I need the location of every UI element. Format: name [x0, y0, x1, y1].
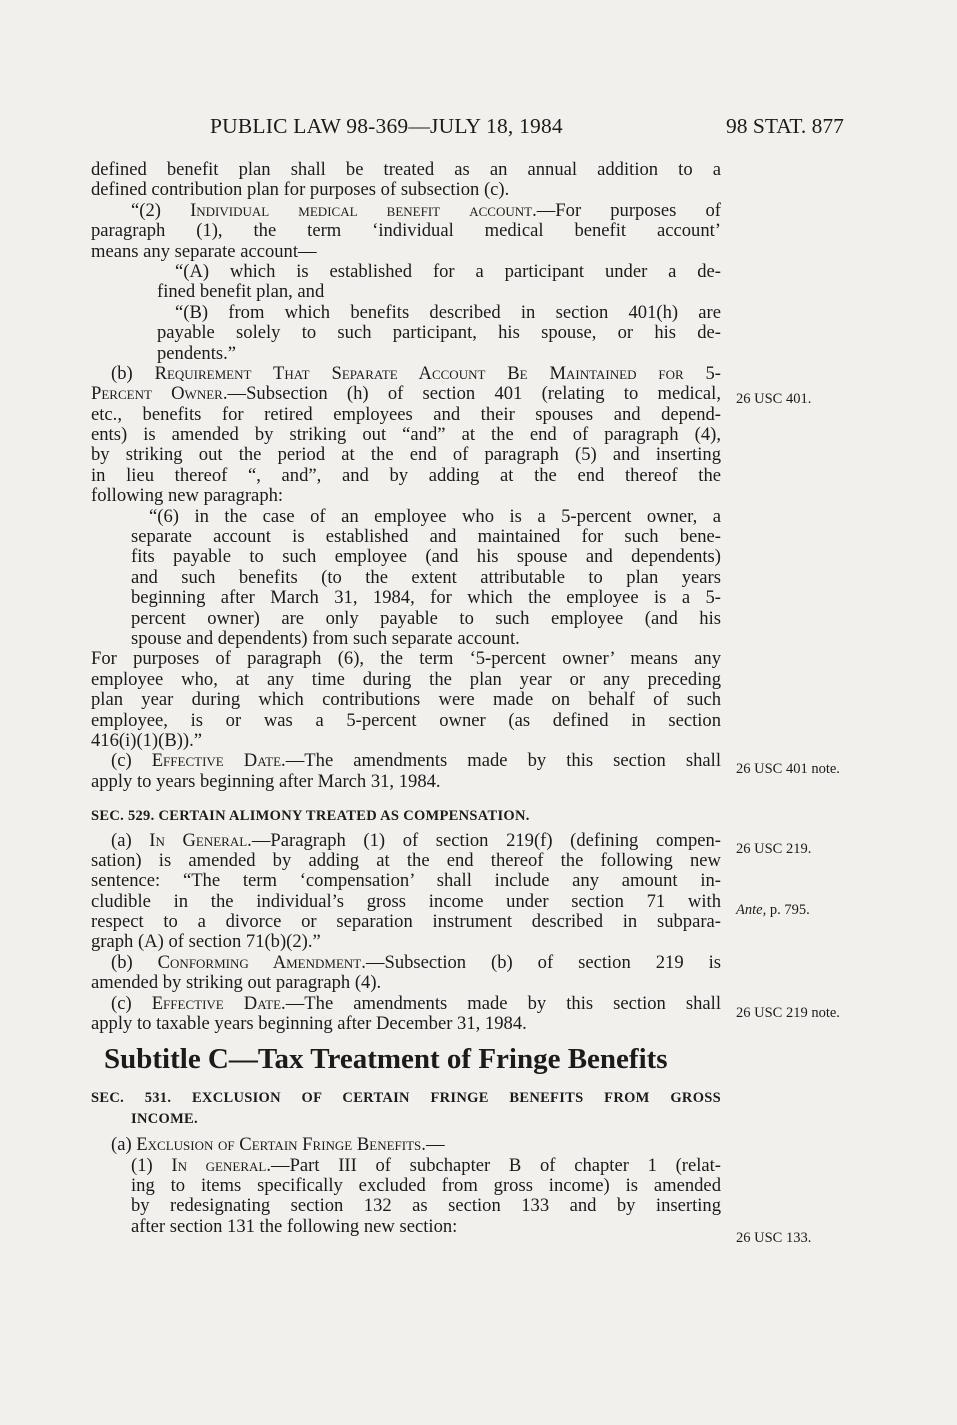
- text-line: by striking out the period at the end of paragraph (5) and inserting: [91, 445, 721, 466]
- section-heading: SEC. 531. EXCLUSION OF CERTAIN FRINGE BENEFITS FROM GROSS: [91, 1090, 721, 1107]
- text-line: etc., benefits for retired employees and their spouses and depend-: [91, 404, 721, 425]
- text-line: “(6) in the case of an employee who is a 5-percent owner, a: [149, 506, 721, 527]
- text-line: (1) In general.—Part III of subchapter B of chapter 1 (relat-: [131, 1155, 721, 1176]
- text-line: “(B) from which benefits described in section 401(h) are: [175, 302, 721, 323]
- text-line: percent owner) are only payable to such employee (and his: [131, 608, 721, 629]
- text-line: apply to years beginning after March 31, 1984.: [91, 770, 441, 792]
- text-line: amended by striking out paragraph (4).: [91, 972, 382, 994]
- text-line: (b) Requirement That Separate Account Be Maintained for 5-: [111, 363, 721, 384]
- text-line: For purposes of paragraph (6), the term ‘5-percent owner’ means any: [91, 649, 721, 670]
- text-line: fined benefit plan, and: [157, 281, 325, 303]
- text-line: pendents.”: [157, 342, 236, 364]
- text-line: graph (A) of section 71(b)(2).”: [91, 931, 321, 953]
- text-line: defined benefit plan shall be treated as an annual addition to a: [91, 160, 721, 180]
- text-line: means any separate account—: [91, 240, 317, 262]
- margin-note: 26 USC 401 note.: [736, 761, 840, 777]
- subtitle-heading: Subtitle C—Tax Treatment of Fringe Benefits: [104, 1043, 668, 1076]
- text-line: after section 131 the following new section:: [131, 1215, 458, 1237]
- text-line: plan year during which contributions were made on behalf of such: [91, 690, 721, 711]
- body-text: [91, 160, 721, 1237]
- text-line: (a) Exclusion of Certain Fringe Benefits.—: [111, 1134, 445, 1156]
- page-header: [0, 114, 957, 144]
- text-line: Percent Owner.—Subsection (h) of section 401 (relating to medical,: [91, 384, 721, 405]
- margin-note: 26 USC 133.: [736, 1230, 812, 1246]
- text-line: beginning after March 31, 1984, for which the employee is a 5-: [131, 588, 721, 609]
- text-line: (b) Conforming Amendment.—Subsection (b) of section 219 is: [111, 952, 721, 973]
- margin-note: 26 USC 219 note.: [736, 1005, 840, 1021]
- subsection-heading: Effective Date: [151, 993, 282, 1014]
- text-line: following new paragraph:: [91, 485, 284, 507]
- margin-note: 26 USC 401.: [736, 391, 812, 407]
- subsection-heading: Percent Owner: [91, 384, 223, 405]
- text-line: defined contribution plan for purposes of subsection (c).: [91, 179, 510, 201]
- running-title: PUBLIC LAW 98-369—JULY 18, 1984: [210, 114, 563, 138]
- subsection-heading: Exclusion of Certain Fringe Benefits: [136, 1134, 422, 1156]
- text-line: separate account is established and maintained for such bene-: [131, 527, 721, 548]
- text-line: by redesignating section 132 as section 133 and by inserting: [131, 1196, 721, 1217]
- text-line: (a) In General.—Paragraph (1) of section 219(f) (defining compen-: [111, 830, 721, 851]
- text-line: paragraph (1), the term ‘individual medical benefit account’: [91, 221, 721, 242]
- text-line: respect to a divorce or separation instrument described in subpara-: [91, 912, 721, 933]
- subsection-heading: Conforming Amendment: [157, 952, 362, 973]
- text-line: payable solely to such participant, his spouse, or his de-: [157, 323, 721, 344]
- text-line: 416(i)(1)(B)).”: [91, 729, 202, 751]
- margin-note: Ante, p. 795.: [736, 902, 810, 918]
- text-line: apply to taxable years beginning after December 31, 1984.: [91, 1013, 527, 1035]
- text-line: spouse and dependents) from such separate account.: [131, 627, 520, 649]
- text-line: fits payable to such employee (and his spouse and dependents): [131, 547, 721, 568]
- subsection-heading: Effective Date: [151, 751, 282, 772]
- section-heading: INCOME.: [131, 1110, 198, 1127]
- statute-page-number: 98 STAT. 877: [726, 114, 844, 138]
- text-line: employee who, at any time during the plan year or any preceding: [91, 669, 721, 690]
- text-line: (c) Effective Date.—The amendments made by this section shall: [111, 751, 721, 772]
- text-line: and such benefits (to the extent attributable to plan years: [131, 567, 721, 588]
- text-line: ents) is amended by striking out “and” at the end of paragraph (4),: [91, 425, 721, 446]
- subsection-heading: Requirement That Separate Account Be Maintained for: [154, 363, 684, 384]
- text-line: employee, is or was a 5-percent owner (as defined in section: [91, 710, 721, 731]
- section-heading: SEC. 529. CERTAIN ALIMONY TREATED AS COMPENSATION.: [91, 808, 530, 825]
- text-line: sation) is amended by adding at the end thereof the following new: [91, 850, 721, 871]
- text-line: ing to items specifically excluded from gross income) is amended: [131, 1175, 721, 1196]
- subsection-heading: In General: [149, 830, 248, 851]
- paragraph-heading: Individual medical benefit account: [190, 200, 533, 221]
- paragraph-heading: In general: [171, 1155, 267, 1176]
- text-line: sentence: “The term ‘compensation’ shall include any amount in-: [91, 871, 721, 892]
- text-line: (c) Effective Date.—The amendments made by this section shall: [111, 993, 721, 1014]
- text-line: “(A) which is established for a participant under a de-: [175, 261, 721, 282]
- text-line: cludible in the individual’s gross income under section 71 with: [91, 891, 721, 912]
- margin-note: 26 USC 219.: [736, 841, 812, 857]
- text-line: in lieu thereof “, and”, and by adding at the end thereof the: [91, 465, 721, 486]
- text-line: “(2) Individual medical benefit account.—For purposes of: [131, 200, 721, 221]
